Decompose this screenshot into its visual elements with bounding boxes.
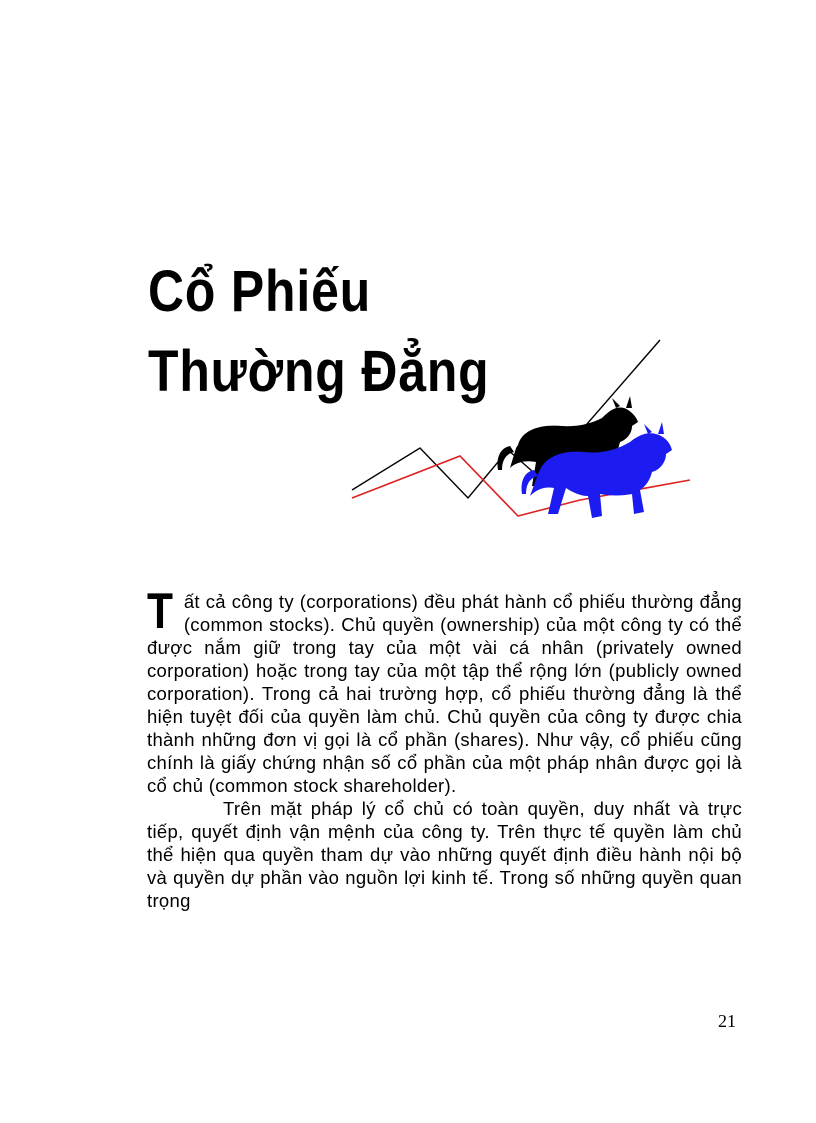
chapter-title-line2: Thường Đẳng bbox=[148, 339, 490, 404]
page-number: 21 bbox=[718, 1011, 736, 1031]
bull-market-icon bbox=[340, 330, 700, 530]
paragraph-2: Trên mặt pháp lý cổ chủ có toàn quyền, duy nhất và trực tiếp, quyết định vận mệnh của công ty. Trên thực tế quyền làm chủ thể hiện qua quyền tham dự vào những quyết định điều hành nội bộ và quyền dự phần vào nguồn lợi kinh tế. Trong số những quyền quan trọng bbox=[147, 798, 742, 911]
chapter-title-line1: Cổ Phiếu bbox=[148, 259, 372, 324]
paragraph-1 bbox=[147, 583, 742, 797]
drop-cap: T bbox=[147, 583, 174, 639]
paragraph-1-text: ất cả công ty (corporations) đều phát hành cổ phiếu thường đẳng (common stocks). Chủ quyền (ownership) của một công ty có thể được nắm giữ trong tay của một vài cá nhân (privately owned corporation) hoặc trong tay của một tập thể rộng lớn (publicly owned corporation). Trong cả hai trường hợp, cổ phiếu thường đẳng là thể hiện tuyệt đối của quyền làm chủ. Chủ quyền của công ty được chia thành những đơn vị gọi là cổ phần (shares). Như vậy, cổ phiếu cũng chính là giấy chứng nhận số cổ phần của một pháp nhân được gọi là cổ chủ (common stock shareholder). bbox=[147, 591, 742, 796]
body-text bbox=[147, 583, 742, 912]
